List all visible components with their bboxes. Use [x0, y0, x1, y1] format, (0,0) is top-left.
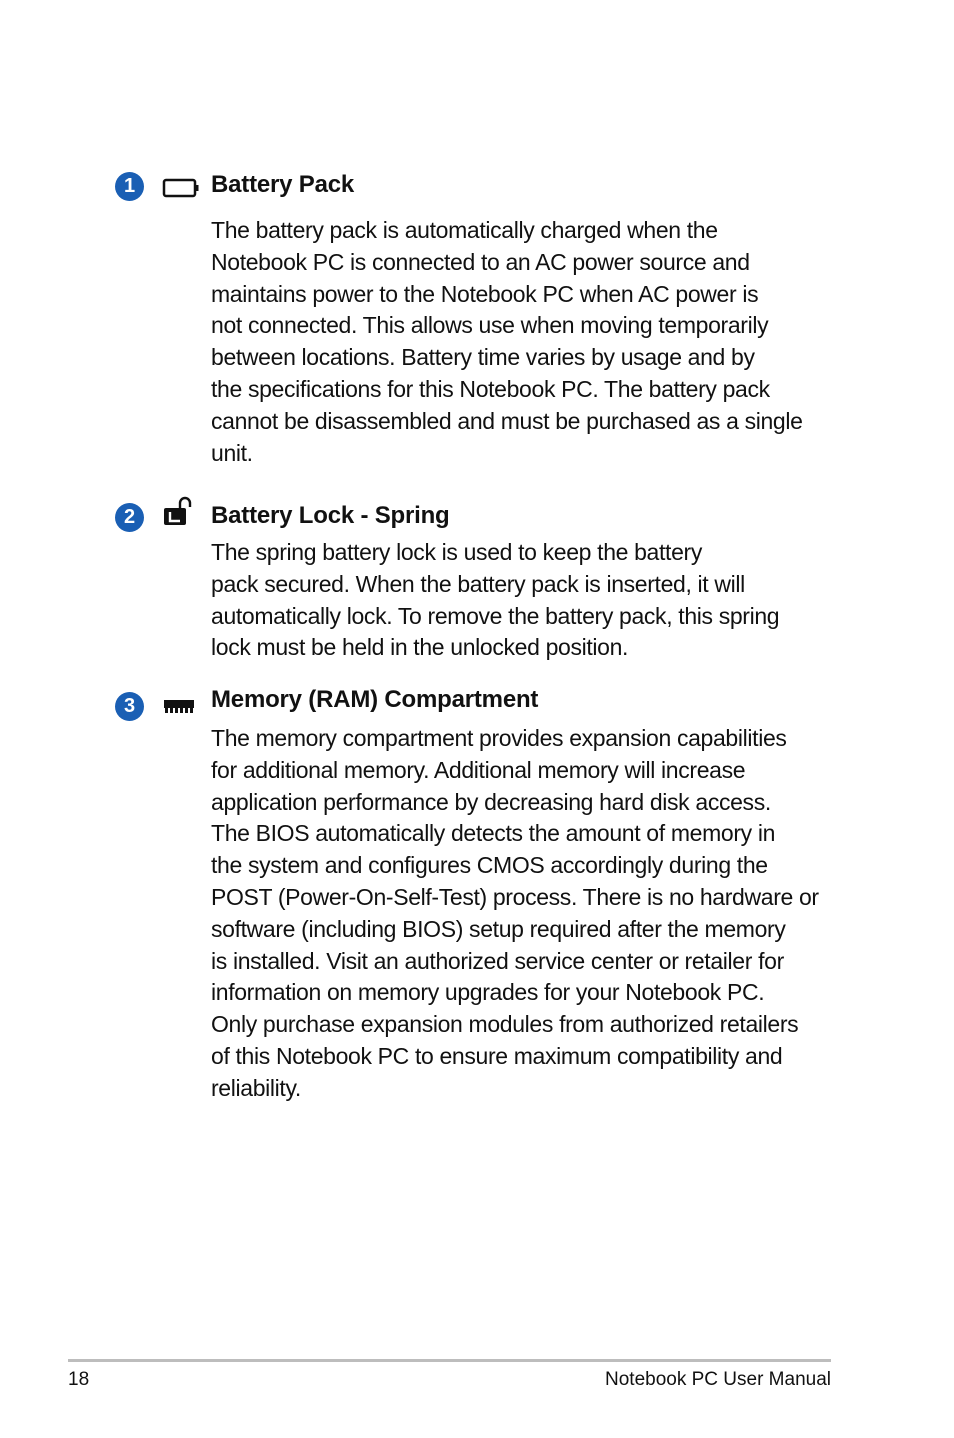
body-line: information on memory upgrades for your Notebook PC. [211, 979, 765, 1006]
body-line: maintains power to the Notebook PC when AC power is [211, 280, 759, 307]
section-title: Memory (RAM) Compartment [211, 686, 539, 713]
footer-divider [68, 1359, 831, 1362]
body-line: Only purchase expansion modules from authorized retailers [211, 1011, 799, 1038]
page-number: 18 [68, 1369, 90, 1390]
body-line: The spring battery lock is used to keep the battery [211, 539, 702, 565]
section-title: Battery Lock - Spring [211, 502, 450, 529]
body-line: not connected. This allows use when moving temporarily [211, 312, 769, 339]
number-badge-1: 1 [115, 172, 144, 201]
body-line: automatically lock. To remove the battery pack, this spring [211, 602, 780, 629]
body-line: The memory compartment provides expansion capabilities [211, 725, 787, 751]
body-line: The battery pack is automatically charged when the [211, 217, 718, 243]
body-line: the system and configures CMOS accordingly during the [211, 852, 768, 879]
battery-icon [162, 177, 200, 204]
body-line: Notebook PC is connected to an AC power source and [211, 248, 750, 275]
body-line: of this Notebook PC to ensure maximum compatibility and [211, 1042, 783, 1069]
body-line: pack secured. When the battery pack is inserted, it will [211, 570, 745, 597]
body-line: for additional memory. Additional memory will increase [211, 756, 746, 783]
body-line: application performance by decreasing hard disk access. [211, 788, 771, 815]
unlocked-padlock-icon [162, 496, 196, 533]
body-line: POST (Power-On-Self-Test) process. There is no hardware or [211, 883, 819, 910]
manual-title: Notebook PC User Manual [605, 1369, 831, 1390]
body-line: The BIOS automatically detects the amount of memory in [211, 820, 776, 847]
body-line: between locations. Battery time varies by usage and by [211, 344, 755, 371]
section-body [211, 537, 841, 664]
memory-module-icon [162, 697, 196, 722]
section-title: Battery Pack [211, 171, 355, 198]
body-line: the specifications for this Notebook PC. The battery pack [211, 375, 770, 402]
body-line: reliability. [211, 1074, 301, 1101]
body-line: cannot be disassembled and must be purchased as a single [211, 407, 803, 434]
body-line: is installed. Visit an authorized service center or retailer for [211, 947, 784, 974]
section-body [211, 723, 841, 1105]
body-line: software (including BIOS) setup required after the memory [211, 915, 786, 942]
body-line: lock must be held in the unlocked position. [211, 634, 629, 661]
number-badge-2: 2 [115, 503, 144, 532]
section-body [211, 215, 841, 469]
number-badge-3: 3 [115, 692, 144, 721]
body-line: unit. [211, 439, 253, 466]
